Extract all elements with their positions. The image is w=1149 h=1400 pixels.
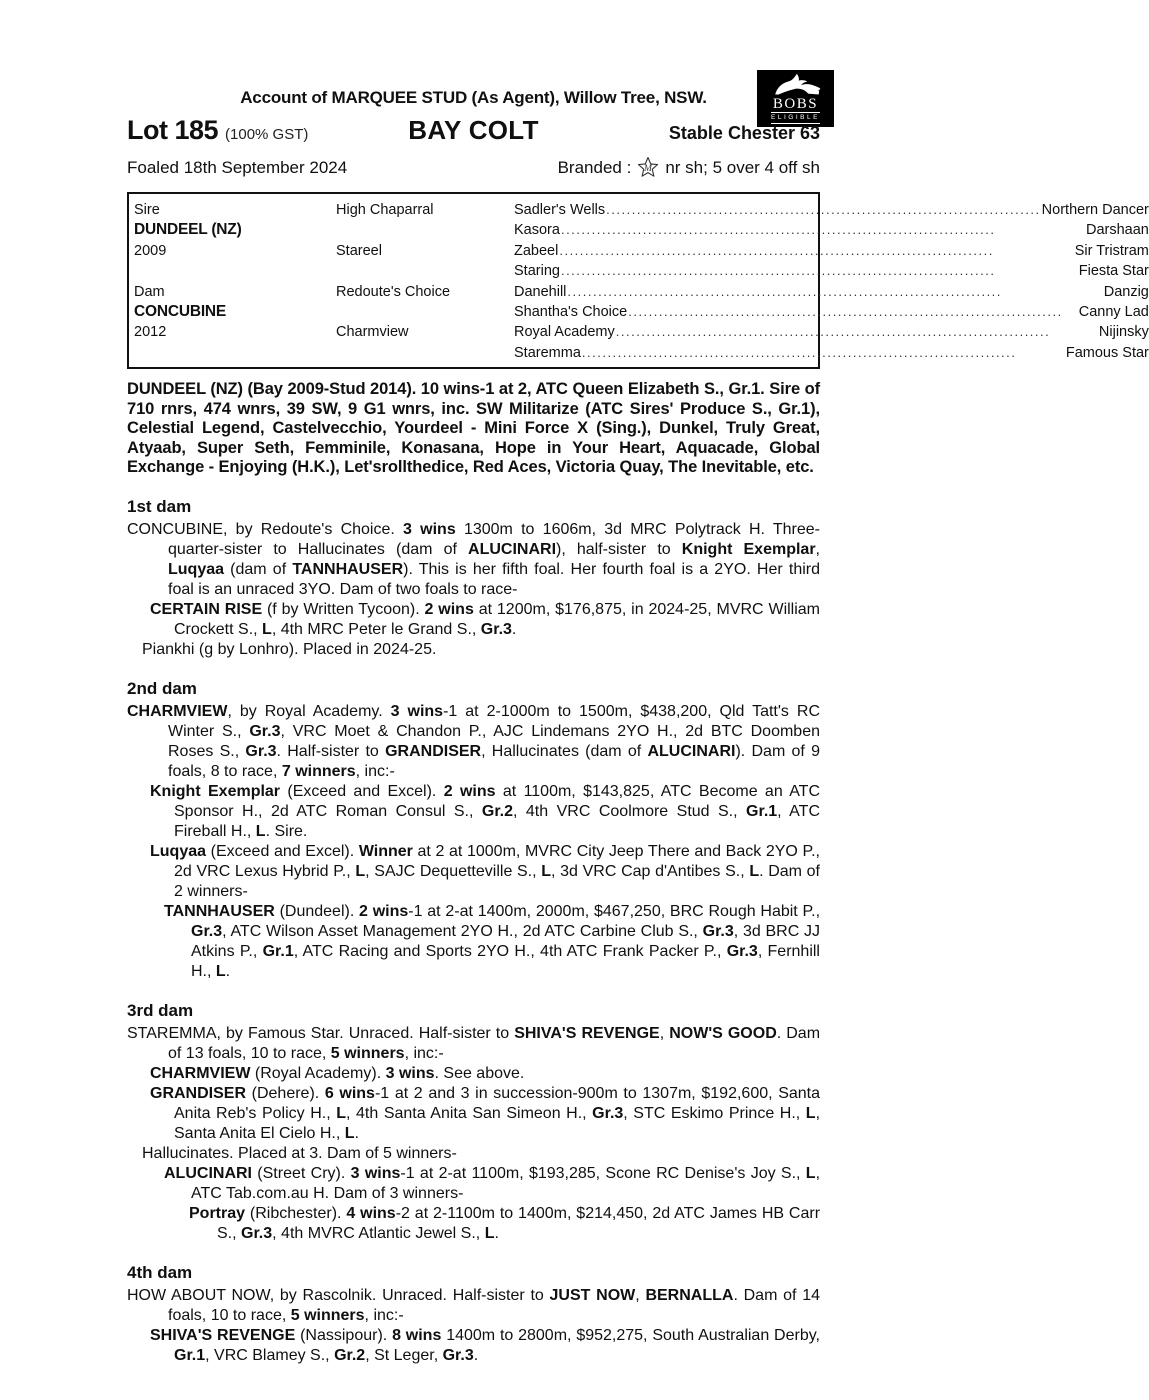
dam-entry-concubine: CONCUBINE, by Redoute's Choice. 3 wins 1300m to 1606m, 3d MRC Polytrack H. Three-quarter-sister to Hallucinates (dam of ALUCINARI), half-sister to Knight Exemplar, Luqyaa (dam of TANNHAUSER). This is her fifth foal. Her fourth foal is a 2YO. Her third foal is an unraced 3YO. Dam of two foals to race- bbox=[127, 520, 821, 598]
ancestor-row bbox=[514, 200, 1149, 220]
ancestor-row bbox=[514, 302, 1149, 322]
section-3rd-dam bbox=[127, 1001, 820, 1244]
ancestor-parent: Nijinsky bbox=[1098, 324, 1149, 341]
sire-summary-paragraph: DUNDEEL (NZ) (Bay 2009-Stud 2014). 10 wins-1 at 2, ATC Queen Elizabeth S., Gr.1. Sire of 710 rnrs, 474 wnrs, 39 SW, 9 G1 wnrs, inc. SW Militarize (ATC Sires' Produce S., Gr.1), Celestial Legend, Castelvecchio, Yourdeel - Mini Force X (Sing.), Dunkel, Truly Great, Atyaab, Super Seth, Femminile, Konasana, Hope in Your Heart, Aquacade, Global Exchange - Enjoying (H.K.), Let'srollthedice, Red Aces, Victoria Quay, The Inevitable, etc. bbox=[127, 380, 820, 477]
ancestor-parent: Fiesta Star bbox=[1078, 263, 1149, 280]
foal-entry-tannhauser: TANNHAUSER (Dundeel). 2 wins-1 at 2-at 1400m, 2000m, $467,250, BRC Rough Habit P., Gr.3, ATC Wilson Asset Management 2YO H., 2d ATC Carbine Club S., Gr.3, 3d BRC JJ Atkins P., Gr.1, ATC Racing and Sports 2YO H., 4th ATC Frank Packer P., Gr.3, Fernhill H., L. bbox=[164, 902, 821, 980]
brand-mark-icon bbox=[636, 156, 660, 180]
pedigree-col-grandparents bbox=[514, 200, 1149, 363]
dot-leader bbox=[561, 261, 1078, 281]
foaled-branded-row bbox=[127, 156, 820, 180]
bobs-logo-subtitle: ELIGIBLE bbox=[771, 112, 820, 124]
ancestor-row bbox=[514, 282, 1149, 302]
dot-leader bbox=[561, 220, 1085, 240]
dam-section-heading: 2nd dam bbox=[127, 678, 197, 698]
ancestor-name: Staring bbox=[514, 263, 560, 280]
ancestor-row bbox=[514, 220, 1149, 240]
ancestor-row bbox=[514, 343, 1149, 363]
ancestor-row bbox=[514, 261, 1149, 281]
dam-role-label: Dam bbox=[134, 283, 165, 300]
ancestor-row bbox=[514, 322, 1149, 342]
foal-entry-shivas-revenge: SHIVA'S REVENGE (Nassipour). 8 wins 1400m to 2800m, $952,275, South Australian Derby, Gr.1, VRC Blamey S., Gr.2, St Leger, Gr.3. bbox=[150, 1326, 820, 1364]
stable-number: Stable Chester 63 bbox=[668, 123, 820, 143]
sire-year: 2009 bbox=[134, 242, 167, 259]
dam-name: CONCUBINE bbox=[134, 302, 227, 320]
dot-leader bbox=[616, 322, 1098, 342]
section-1st-dam bbox=[127, 497, 820, 660]
dam-mother: Charmview bbox=[336, 324, 409, 341]
svg-text:M: M bbox=[644, 164, 653, 175]
ancestor-parent: Northern Dancer bbox=[1041, 202, 1149, 218]
ancestor-name: Kasora bbox=[514, 222, 560, 239]
dam-section-heading: 4th dam bbox=[127, 1262, 193, 1282]
dam-section-heading: 3rd dam bbox=[127, 1000, 194, 1020]
foal-entry-portray: Portray (Ribchester). 4 wins-2 at 2-1100m to 1400m, $214,450, 2d ATC James HB Carr S., Gr.3, 4th MVRC Atlantic Jewel S., L. bbox=[189, 1204, 821, 1242]
bobs-logo-title: BOBS bbox=[772, 96, 819, 112]
ancestor-parent: Sir Tristram bbox=[1074, 242, 1149, 259]
ancestor-name: Shantha's Choice bbox=[514, 303, 628, 320]
dam-year: 2012 bbox=[134, 324, 167, 341]
foal-entry-alucinari: ALUCINARI (Street Cry). 3 wins-1 at 2-at 1100m, $193,285, Scone RC Denise's Joy S., L, ATC Tab.com.au H. Dam of 3 winners- bbox=[164, 1164, 821, 1202]
ancestor-parent: Darshaan bbox=[1085, 222, 1149, 239]
ancestor-name: Zabeel bbox=[514, 242, 559, 259]
ancestor-parent: Danzig bbox=[1103, 283, 1149, 300]
dam-entry-charmview: CHARMVIEW, by Royal Academy. 3 wins-1 at 2-1000m to 1500m, $438,200, Qld Tatt's RC Winter S., Gr.3, VRC Moet & Chandon P., AJC Lindemans 2YO H., 2d BTC Doomben Roses S., Gr.3. Half-sister to GRANDISER, Hallucinates (dam of ALUCINARI). Dam of 9 foals, 8 to race, 7 winners, inc:- bbox=[127, 702, 821, 780]
pedigree-col-names bbox=[134, 200, 336, 363]
dot-leader bbox=[567, 282, 1102, 302]
sire-role-label: Sire bbox=[134, 202, 160, 218]
foal-entry-certain-rise: CERTAIN RISE (f by Written Tycoon). 2 wins at 1200m, $176,875, in 2024-25, MVRC William Crockett S., L, 4th MRC Peter le Grand S., Gr.3. bbox=[150, 600, 821, 638]
horse-title: BAY COLT bbox=[408, 115, 539, 145]
section-4th-dam bbox=[127, 1263, 820, 1366]
dam-entry-staremma: STAREMMA, by Famous Star. Unraced. Half-sister to SHIVA'S REVENGE, NOW'S GOOD. Dam of 13 foals, 10 to race, 5 winners, inc:- bbox=[127, 1024, 821, 1062]
dam-section-heading: 1st dam bbox=[127, 496, 192, 516]
brand-description: nr sh; 5 over 4 off sh bbox=[665, 158, 820, 177]
dot-leader bbox=[559, 241, 1073, 261]
section-2nd-dam bbox=[127, 679, 820, 982]
ancestor-name: Danehill bbox=[514, 283, 567, 300]
foaled-date: Foaled 18th September 2024 bbox=[127, 158, 348, 177]
foal-entry-hallucinates: Hallucinates. Placed at 3. Dam of 5 winners- bbox=[142, 1144, 457, 1162]
gst-note: (100% GST) bbox=[225, 126, 309, 143]
dam-entry-how-about-now: HOW ABOUT NOW, by Rascolnik. Unraced. Half-sister to JUST NOW, BERNALLA. Dam of 14 foals, 10 to race, 5 winners, inc:- bbox=[127, 1286, 821, 1324]
dam-father: Redoute's Choice bbox=[336, 283, 451, 300]
foal-entry-luqyaa: Luqyaa (Exceed and Excel). Winner at 2 at 1000m, MVRC City Jeep There and Back 2YO P., 2d VRC Lexus Hybrid P., L, SAJC Dequetteville S., L, 3d VRC Cap d'Antibes S., L. Dam of 2 winners- bbox=[150, 842, 821, 900]
foal-entry-grandiser: GRANDISER (Dehere). 6 wins-1 at 2 and 3 in succession-900m to 1307m, $192,600, Santa Anita Reb's Policy H., L, 4th Santa Anita San Simeon H., Gr.3, STC Eskimo Prince H., L, Santa Anita El Cielo H., L. bbox=[150, 1084, 821, 1142]
ancestor-name: Royal Academy bbox=[514, 324, 615, 341]
ancestor-parent: Famous Star bbox=[1065, 344, 1149, 361]
foal-entry-charmview: CHARMVIEW (Royal Academy). 3 wins. See above. bbox=[150, 1064, 525, 1082]
lot-header-row bbox=[127, 115, 820, 146]
foal-entry-piankhi: Piankhi (g by Lonhro). Placed in 2024-25. bbox=[142, 640, 437, 658]
branded-label: Branded : bbox=[557, 158, 632, 177]
sire-name: DUNDEEL (NZ) bbox=[134, 221, 242, 239]
ancestor-name: Sadler's Wells bbox=[514, 202, 606, 218]
branded-line bbox=[558, 156, 820, 180]
sire-father: High Chaparral bbox=[336, 202, 434, 218]
foal-entry-knight-exemplar: Knight Exemplar (Exceed and Excel). 2 wins at 1100m, $143,825, ATC Become an ATC Sponsor H., 2d ATC Roman Consul S., Gr.2, 4th VRC Coolmore Stud S., Gr.1, ATC Fireball H., L. Sire. bbox=[150, 782, 821, 840]
ancestor-parent: Canny Lad bbox=[1078, 303, 1149, 320]
dot-leader bbox=[628, 302, 1078, 322]
pedigree-col-parents bbox=[336, 200, 514, 363]
dot-leader bbox=[606, 200, 1041, 220]
vendor-account-line: Account of MARQUEE STUD (As Agent), Willow Tree, NSW. bbox=[240, 88, 707, 107]
ancestor-name: Staremma bbox=[514, 344, 581, 361]
ancestor-row bbox=[514, 241, 1149, 261]
pedigree-table bbox=[127, 192, 1149, 369]
dot-leader bbox=[582, 343, 1065, 363]
lot-number: Lot 185 bbox=[127, 115, 219, 145]
sire-mother: Stareel bbox=[336, 242, 382, 259]
